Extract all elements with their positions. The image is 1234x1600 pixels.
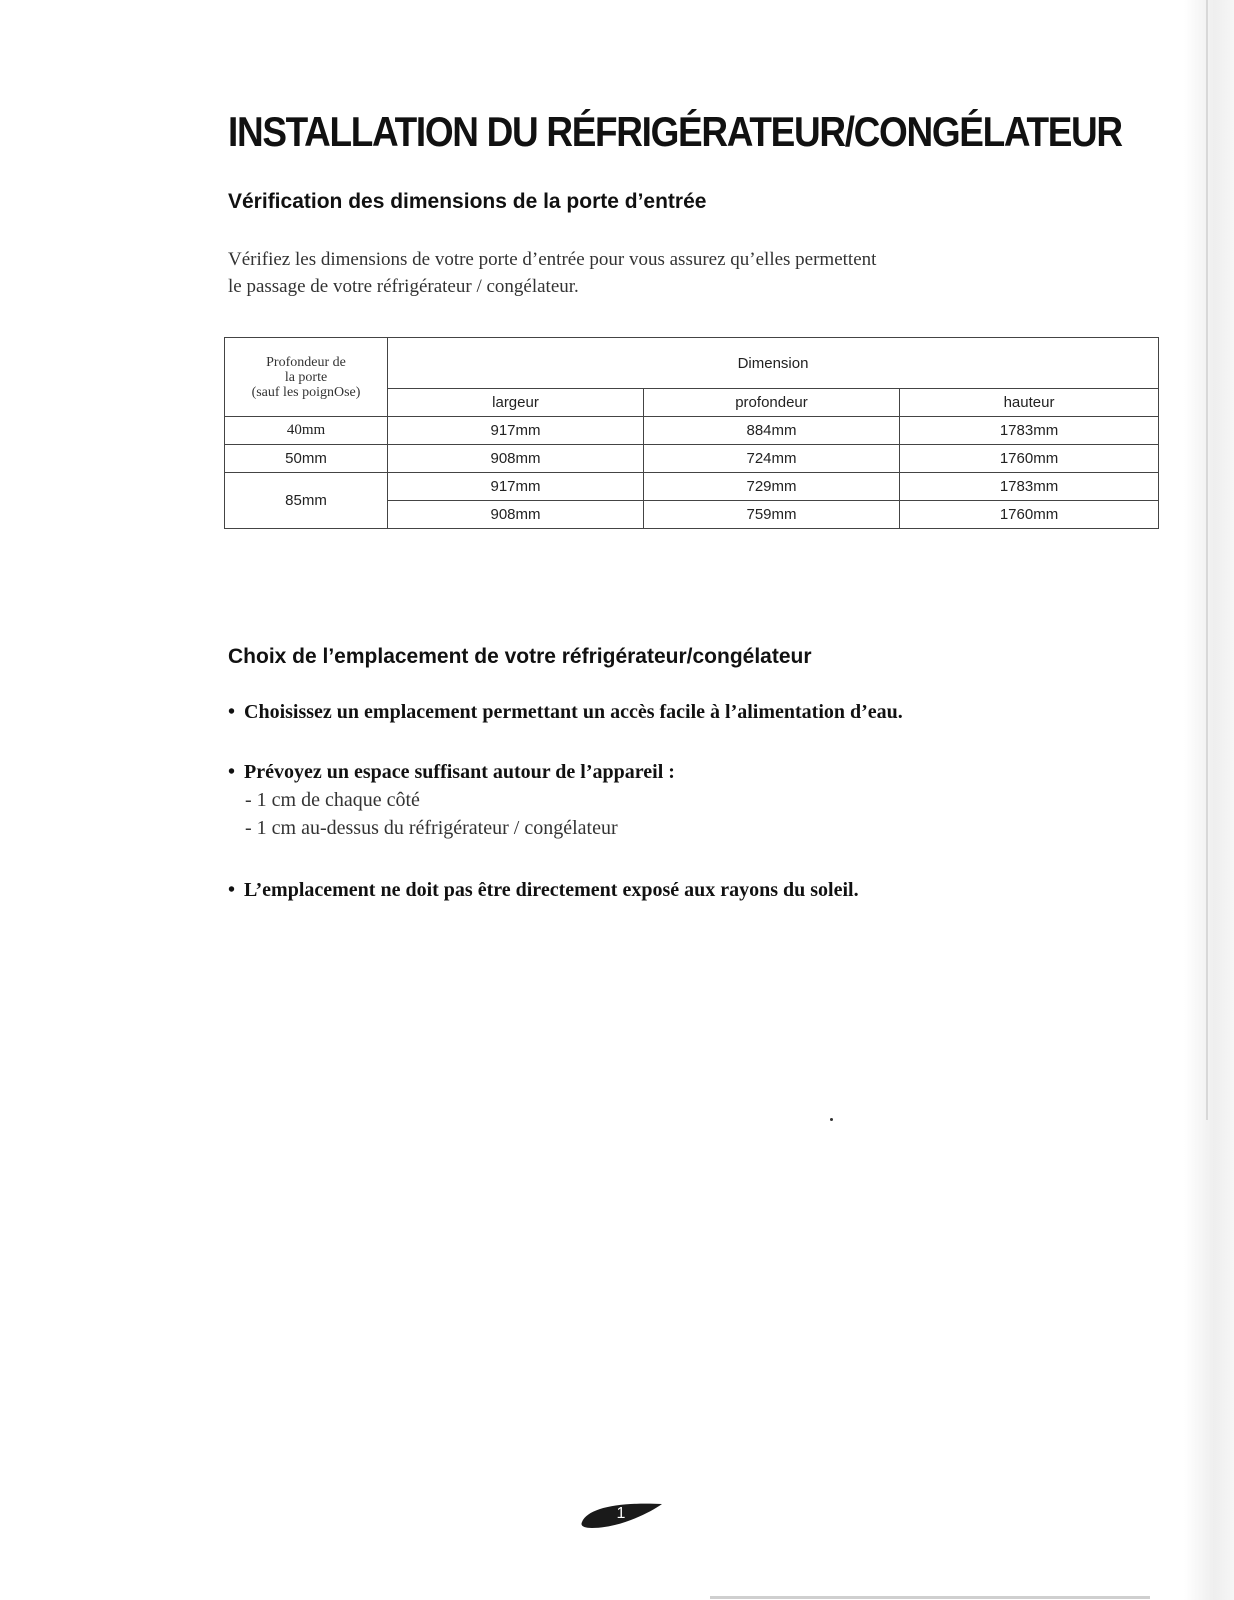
cell-profondeur: 759mm (644, 501, 900, 529)
cell-largeur: 917mm (388, 473, 644, 501)
column-header-largeur: largeur (388, 389, 644, 417)
list-item (228, 698, 1168, 758)
cell-depth: 85mm (225, 473, 388, 529)
stray-mark (830, 1118, 833, 1121)
cell-profondeur: 884mm (644, 417, 900, 445)
intro-line-1: Vérifiez les dimensions de votre porte d’entrée pour vous assurez qu’elles permettent (228, 249, 877, 270)
cell-profondeur: 724mm (644, 445, 900, 473)
cell-hauteur: 1760mm (900, 501, 1159, 529)
list-item (228, 758, 1168, 876)
depth-header-line-1: Profondeur de (266, 354, 346, 370)
cell-largeur: 908mm (388, 501, 644, 529)
sub-item-top-clearance: - 1 cm au-dessus du réfrigérateur / congélateur (245, 817, 618, 839)
page-edge-shadow (1184, 0, 1234, 1600)
table-row (225, 445, 1159, 473)
cell-profondeur: 729mm (644, 473, 900, 501)
placement-list (228, 698, 1168, 904)
table-row (225, 417, 1159, 445)
table-header-row (225, 338, 1159, 389)
depth-header-line-2: la porte (284, 369, 328, 385)
bullet-icon: • (228, 701, 236, 723)
bullet-text: Prévoyez un espace suffisant autour de l’appareil : (244, 761, 675, 783)
column-header-hauteur: hauteur (900, 389, 1159, 417)
bullet-text: L’emplacement ne doit pas être directement exposé aux rayons du soleil. (244, 879, 859, 901)
cell-largeur: 908mm (388, 445, 644, 473)
list-item (228, 876, 1168, 904)
bullet-text: Choisissez un emplacement permettant un accès facile à l’alimentation d’eau. (244, 701, 903, 723)
bottom-edge-line (710, 1596, 1150, 1599)
sub-item-side-clearance: - 1 cm de chaque côté (245, 789, 420, 811)
cell-depth: 40mm (225, 417, 388, 445)
intro-line-2: le passage de votre réfrigérateur / congélateur. (228, 276, 579, 297)
cell-hauteur: 1760mm (900, 445, 1159, 473)
page-number: 1 (616, 1505, 626, 1522)
cell-hauteur: 1783mm (900, 417, 1159, 445)
depth-column-header (225, 338, 388, 417)
cell-depth: 50mm (225, 445, 388, 473)
section-heading-verification: Vérification des dimensions de la porte d’entrée (228, 190, 707, 213)
cell-hauteur: 1783mm (900, 473, 1159, 501)
page-edge-line (1206, 0, 1208, 1120)
bullet-icon: • (228, 761, 236, 783)
depth-header-line-3: (sauf les poignOse) (251, 384, 361, 400)
table-row (225, 473, 1159, 501)
dimension-header: Dimension (388, 338, 1159, 389)
bullet-icon: • (228, 879, 236, 901)
intro-paragraph (228, 246, 1168, 300)
cell-largeur: 917mm (388, 417, 644, 445)
dimensions-table (224, 337, 1159, 529)
column-header-profondeur: profondeur (644, 389, 900, 417)
section-heading-choix: Choix de l’emplacement de votre réfrigérateur/congélateur (228, 645, 812, 668)
page-title: INSTALLATION DU RÉFRIGÉRATEUR/CONGÉLATEUR (228, 108, 1122, 155)
